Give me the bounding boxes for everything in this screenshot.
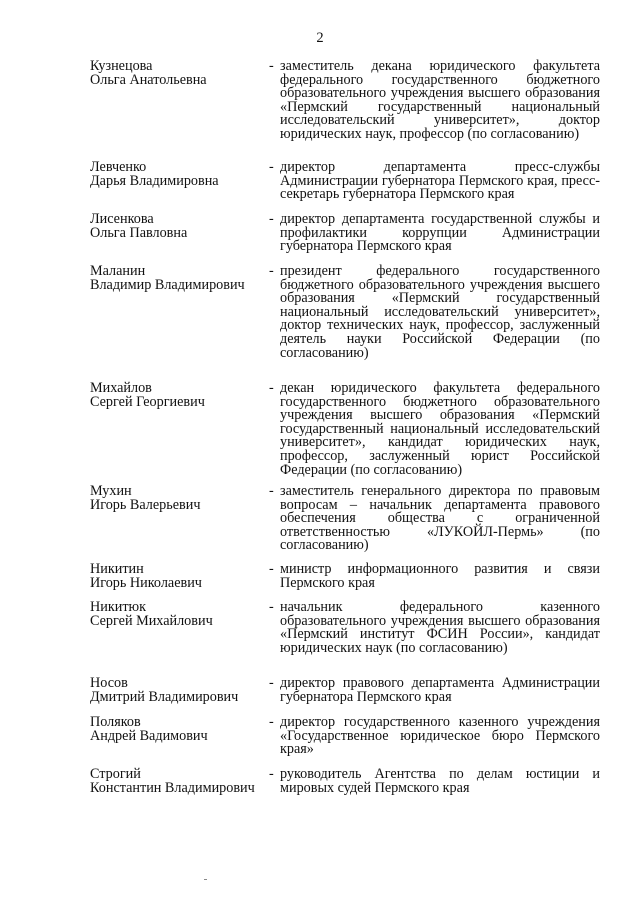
member-surname: Лисенкова xyxy=(90,211,154,227)
member-role: директор департамента пресс-службы Администрации губернатора Пермского края, пресс-секретарь губернатора Пермского края xyxy=(280,159,600,203)
list-dash: - xyxy=(269,211,274,227)
member-given-names: Сергей Георгиевич xyxy=(90,393,205,410)
member-role: заместитель генерального директора по правовым вопросам – начальник департамента правового обеспечения общества с ограниченной ответственностью «ЛУКОЙЛ-Пермь» (по согласованию) xyxy=(280,483,600,554)
list-dash: - xyxy=(269,561,274,577)
member-surname: Кузнецова xyxy=(90,58,153,74)
page-number: 2 xyxy=(316,30,324,46)
member-given-names: Константин Владимирович xyxy=(90,779,255,796)
member-name xyxy=(90,265,275,292)
member-role: президент федерального государственного бюджетного образовательного учреждения высшего образования «Пермский государственный национальный исследовательский университет», доктор технических наук, профессор, заслуженный деятель науки Российской Федерации (по согласованию) xyxy=(280,263,600,361)
list-dash: - xyxy=(269,380,274,396)
member-surname: Никитин xyxy=(90,561,144,577)
member-given-names: Ольга Павловна xyxy=(90,224,188,241)
member-surname: Маланин xyxy=(90,263,146,279)
member-given-names: Андрей Вадимович xyxy=(90,727,208,744)
scan-speck xyxy=(204,879,207,880)
member-role: заместитель декана юридического факультета федерального государственного бюджетного образовательного учреждения высшего образования «Пермский государственный национальный исследовательский университет», доктор юридических наук, профессор (по согласованию) xyxy=(280,58,600,142)
member-name xyxy=(90,161,275,188)
member-given-names: Дарья Владимировна xyxy=(90,172,219,189)
member-surname: Строгий xyxy=(90,766,141,782)
member-name xyxy=(90,601,275,628)
member-role: руководитель Агентства по делам юстиции и мировых судей Пермского края xyxy=(280,766,600,796)
member-role: директор государственного казенного учреждения «Государственное юридическое бюро Пермского края» xyxy=(280,714,600,758)
list-dash: - xyxy=(269,714,274,730)
member-surname: Мухин xyxy=(90,483,132,499)
list-dash: - xyxy=(269,159,274,175)
list-dash: - xyxy=(269,675,274,691)
member-name xyxy=(90,485,275,512)
member-name xyxy=(90,382,275,409)
member-role: начальник федерального казенного образовательного учреждения высшего образования «Пермский институт ФСИН России», кандидат юридических наук (по согласованию) xyxy=(280,599,600,656)
member-name xyxy=(90,563,275,590)
member-surname: Левченко xyxy=(90,159,147,175)
list-dash: - xyxy=(269,58,274,74)
list-dash: - xyxy=(269,483,274,499)
member-name xyxy=(90,677,275,704)
member-role: директор департамента государственной службы и профилактики коррупции Администрации губернатора Пермского края xyxy=(280,211,600,255)
member-name xyxy=(90,716,275,743)
member-role: министр информационного развития и связи Пермского края xyxy=(280,561,600,591)
list-dash: - xyxy=(269,263,274,279)
member-surname: Поляков xyxy=(90,714,141,730)
member-surname: Никитюк xyxy=(90,599,147,615)
member-given-names: Игорь Николаевич xyxy=(90,574,202,591)
member-name xyxy=(90,768,275,795)
member-name xyxy=(90,213,275,240)
member-given-names: Дмитрий Владимирович xyxy=(90,688,239,705)
member-given-names: Ольга Анатольевна xyxy=(90,71,207,88)
list-dash: - xyxy=(269,599,274,615)
member-given-names: Игорь Валерьевич xyxy=(90,496,201,513)
list-dash: - xyxy=(269,766,274,782)
member-surname: Михайлов xyxy=(90,380,152,396)
member-given-names: Сергей Михайлович xyxy=(90,612,213,629)
member-role: декан юридического факультета федерального государственного бюджетного образовательного учреждения высшего образования «Пермский государственный национальный исследовательский университет», кандидат юридических наук, профессор, заслуженный юрист Российской Федерации (по согласованию) xyxy=(280,380,600,478)
member-given-names: Владимир Владимирович xyxy=(90,276,245,293)
member-surname: Носов xyxy=(90,675,128,691)
member-name xyxy=(90,60,275,87)
member-role: директор правового департамента Администрации губернатора Пермского края xyxy=(280,675,600,705)
